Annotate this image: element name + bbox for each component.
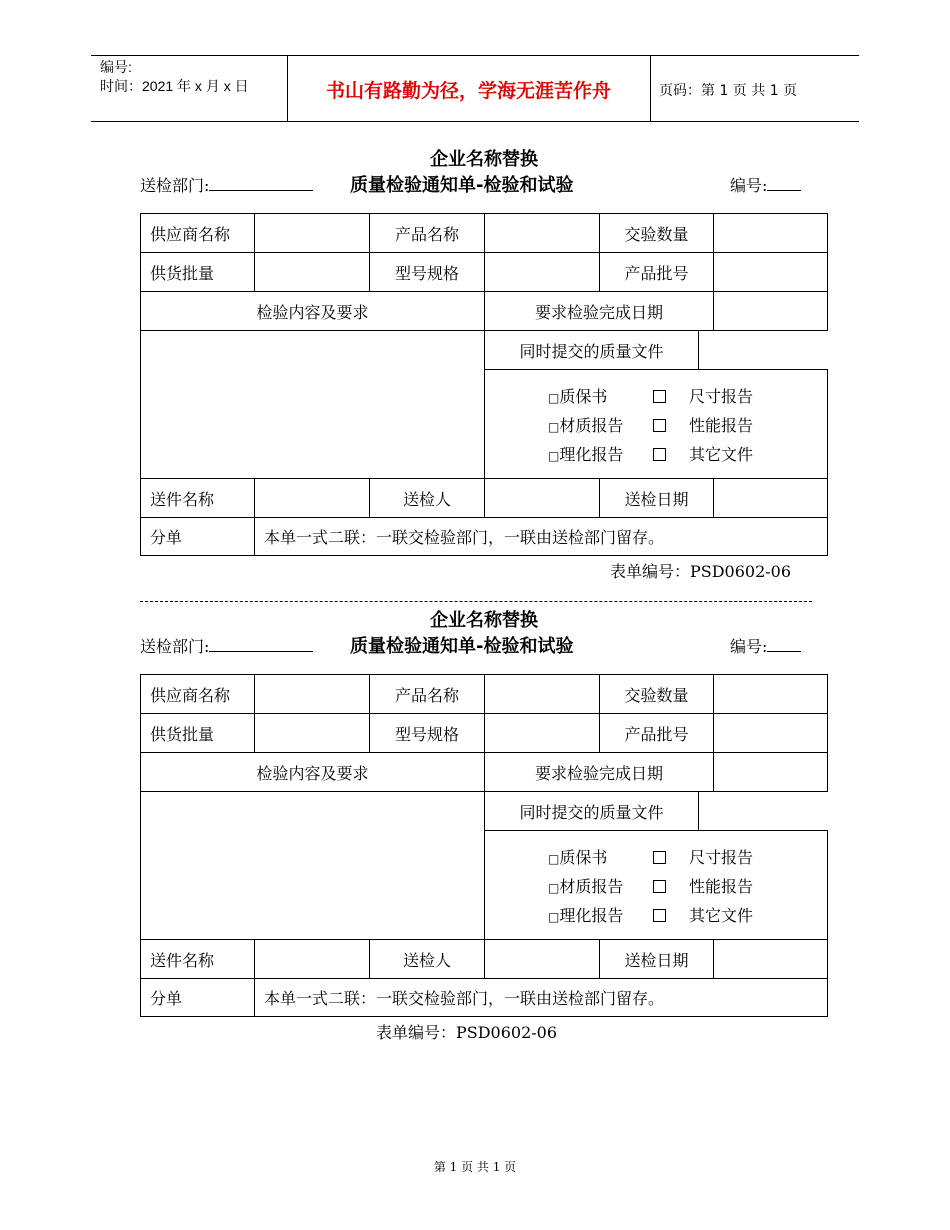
- company-name: 企业名称替换: [430, 149, 538, 170]
- sender-label: 送检人: [369, 939, 485, 979]
- doc-other-option: 其它文件: [689, 445, 754, 464]
- doc-performance-option: 性能报告: [689, 877, 754, 896]
- form-title: 质量检验通知单-检验和试验: [350, 636, 574, 657]
- form-number-field: [730, 173, 801, 196]
- deadline-label: 要求检验完成日期: [484, 291, 714, 331]
- content-label: 检验内容及要求: [140, 291, 485, 331]
- header-bottom-rule: [91, 121, 859, 122]
- doc-physchem-option[interactable]: □理化报告: [548, 441, 653, 470]
- supplier-value[interactable]: [254, 213, 370, 253]
- doc-other-option: 其它文件: [689, 906, 754, 925]
- doc-warranty-option[interactable]: □质保书: [548, 383, 653, 412]
- header-divider: [650, 55, 651, 121]
- split-text: 本单一式二联：一联交检验部门，一联由送检部门留存。: [254, 978, 828, 1017]
- qty-value[interactable]: [713, 674, 828, 714]
- checkbox-icon[interactable]: [653, 412, 689, 440]
- form-code: 表单编号：PSD0602-06: [610, 562, 792, 581]
- doc-size-option: 尺寸报告: [689, 387, 754, 406]
- header-page: 页码：第 1 页 共 1 页: [659, 83, 798, 99]
- dept-blank[interactable]: [209, 174, 313, 191]
- supplier-label: 供应商名称: [140, 674, 255, 714]
- deadline-value[interactable]: [713, 291, 828, 331]
- page-footer: 第 1 页 共 1 页: [433, 1160, 517, 1174]
- content-label: 检验内容及要求: [140, 752, 485, 792]
- qty-value[interactable]: [713, 213, 828, 253]
- deadline-value[interactable]: [713, 752, 828, 792]
- company-name: 企业名称替换: [430, 610, 538, 631]
- supplier-label: 供应商名称: [140, 213, 255, 253]
- split-label: 分单: [140, 978, 255, 1017]
- doc-warranty-option[interactable]: □质保书: [548, 844, 653, 873]
- dept-label: 送检部门:: [140, 176, 210, 195]
- sender-value[interactable]: [484, 939, 600, 979]
- product-name-value[interactable]: [484, 674, 600, 714]
- split-label: 分单: [140, 517, 255, 556]
- checkbox-icon: □: [548, 449, 560, 463]
- batch-value[interactable]: [254, 252, 370, 292]
- header-meta: [100, 58, 249, 96]
- batch-value[interactable]: [254, 713, 370, 753]
- deadline-label: 要求检验完成日期: [484, 752, 714, 792]
- cut-line: [140, 601, 812, 602]
- product-batch-label: 产品批号: [599, 252, 714, 292]
- form-number-label: 编号:: [730, 637, 768, 656]
- dept-blank[interactable]: [209, 635, 313, 652]
- send-date-value[interactable]: [713, 939, 828, 979]
- dept-field: [140, 634, 313, 657]
- supplier-value[interactable]: [254, 674, 370, 714]
- header-motto: 书山有路勤为径，学海无涯苦作舟: [325, 80, 611, 102]
- docs-checklist: [548, 844, 753, 931]
- item-name-value[interactable]: [254, 478, 370, 518]
- form-number-label: 编号:: [730, 176, 768, 195]
- checkbox-icon: □: [548, 852, 560, 866]
- product-batch-label: 产品批号: [599, 713, 714, 753]
- doc-physchem-option[interactable]: □理化报告: [548, 902, 653, 931]
- model-label: 型号规格: [369, 252, 485, 292]
- form-title: 质量检验通知单-检验和试验: [350, 175, 574, 196]
- product-name-label: 产品名称: [369, 213, 485, 253]
- item-name-value[interactable]: [254, 939, 370, 979]
- send-date-label: 送检日期: [599, 939, 714, 979]
- dept-label: 送检部门:: [140, 637, 210, 656]
- checkbox-icon: □: [548, 420, 560, 434]
- checkbox-icon[interactable]: [653, 844, 689, 872]
- checkbox-icon[interactable]: [653, 873, 689, 901]
- header-number: 编号:: [100, 59, 132, 75]
- doc-material-option[interactable]: □材质报告: [548, 873, 653, 902]
- doc-size-option: 尺寸报告: [689, 848, 754, 867]
- qty-label: 交验数量: [599, 674, 714, 714]
- docs-label: 同时提交的质量文件: [484, 330, 699, 370]
- docs-label: 同时提交的质量文件: [484, 791, 699, 831]
- item-name-label: 送件名称: [140, 478, 255, 518]
- model-label: 型号规格: [369, 713, 485, 753]
- product-name-value[interactable]: [484, 213, 600, 253]
- content-area[interactable]: [140, 330, 485, 479]
- sender-value[interactable]: [484, 478, 600, 518]
- item-name-label: 送件名称: [140, 939, 255, 979]
- form-number-blank[interactable]: [767, 174, 801, 191]
- batch-label: 供货批量: [140, 252, 255, 292]
- checkbox-icon[interactable]: [653, 902, 689, 930]
- split-text: 本单一式二联：一联交检验部门，一联由送检部门留存。: [254, 517, 828, 556]
- form-number-field: [730, 634, 801, 657]
- content-area[interactable]: [140, 791, 485, 940]
- checkbox-icon[interactable]: [653, 441, 689, 469]
- checkbox-icon: □: [548, 391, 560, 405]
- product-batch-value[interactable]: [713, 252, 828, 292]
- form-code: 表单编号：PSD0602-06: [376, 1023, 558, 1042]
- header-top-rule: [91, 55, 859, 56]
- send-date-label: 送检日期: [599, 478, 714, 518]
- checkbox-icon: □: [548, 881, 560, 895]
- send-date-value[interactable]: [713, 478, 828, 518]
- doc-material-option[interactable]: □材质报告: [548, 412, 653, 441]
- inspection-table: [140, 674, 828, 1016]
- product-name-label: 产品名称: [369, 674, 485, 714]
- sender-label: 送检人: [369, 478, 485, 518]
- product-batch-value[interactable]: [713, 713, 828, 753]
- checkbox-icon[interactable]: [653, 383, 689, 411]
- header-time: 时间：2021 年 x 月 x 日: [100, 78, 249, 94]
- dept-field: [140, 173, 313, 196]
- docs-checklist: [548, 383, 753, 470]
- model-value[interactable]: [484, 252, 600, 292]
- checkbox-icon: □: [548, 910, 560, 924]
- doc-performance-option: 性能报告: [689, 416, 754, 435]
- qty-label: 交验数量: [599, 213, 714, 253]
- batch-label: 供货批量: [140, 713, 255, 753]
- form-number-blank[interactable]: [767, 635, 801, 652]
- model-value[interactable]: [484, 713, 600, 753]
- inspection-table: [140, 213, 828, 555]
